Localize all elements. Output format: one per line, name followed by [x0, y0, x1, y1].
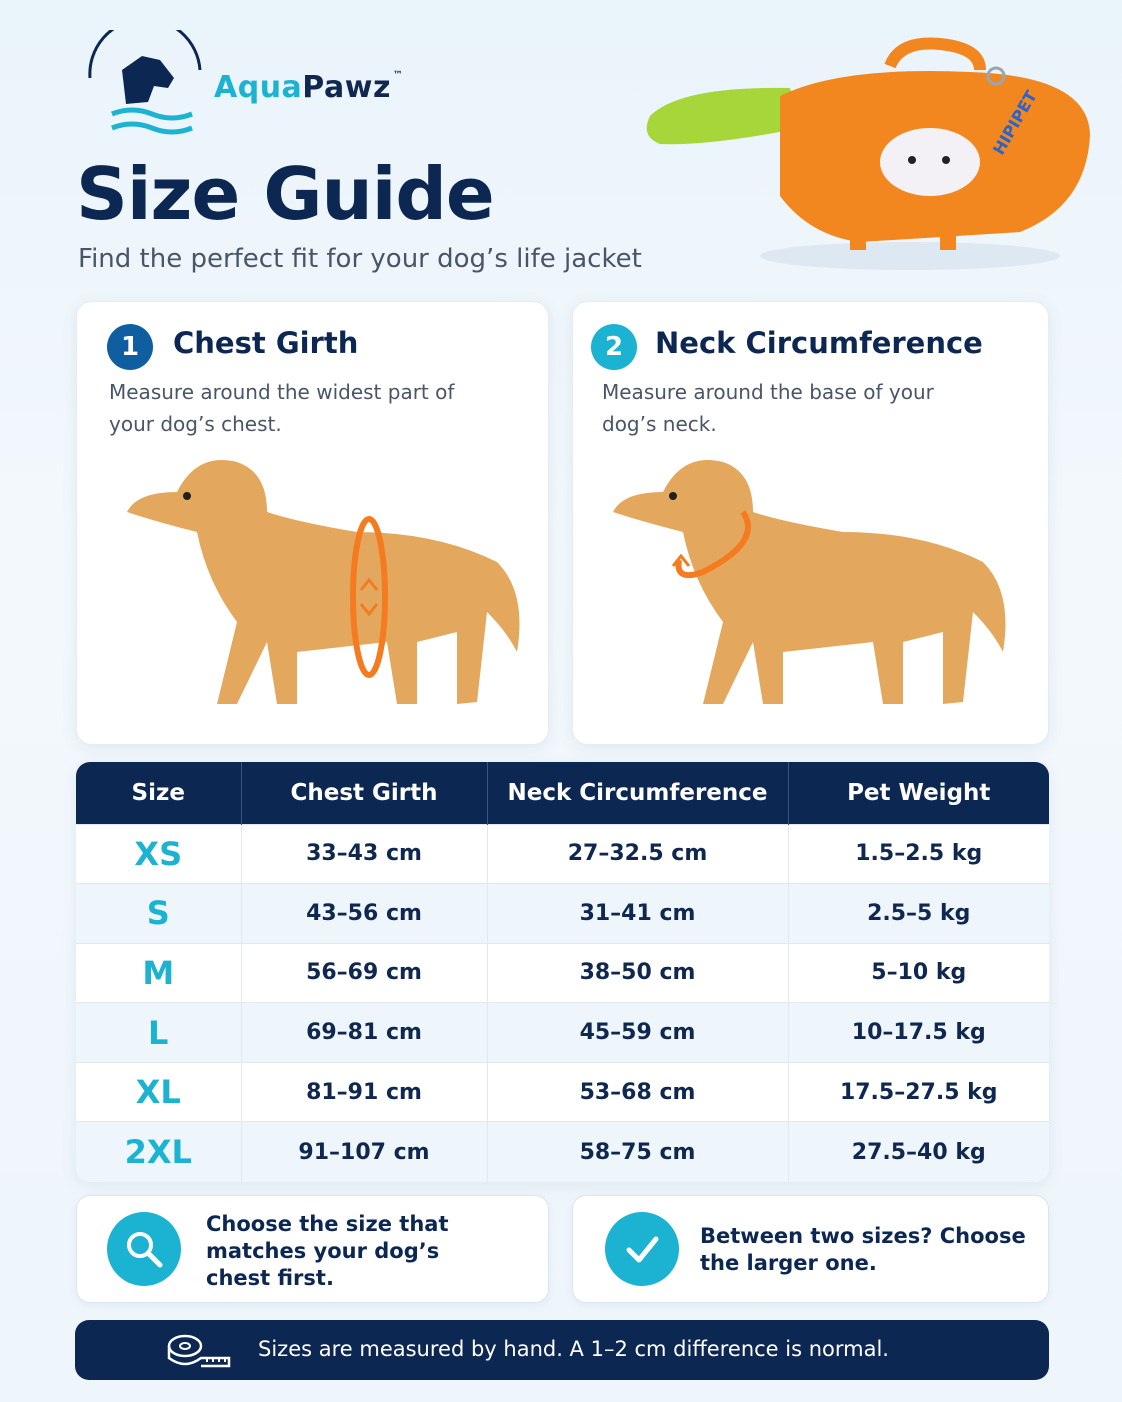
table-row	[76, 884, 1049, 944]
chest-cell: 69–81 cm	[241, 1003, 487, 1063]
weight-cell: 10–17.5 kg	[788, 1003, 1049, 1063]
column-header-pet-weight: Pet Weight	[788, 762, 1049, 824]
chest-cell: 43–56 cm	[241, 884, 487, 944]
column-header-chest-girth: Chest Girth	[241, 762, 487, 824]
chest-cell: 56–69 cm	[241, 943, 487, 1003]
table-row	[76, 1122, 1049, 1182]
column-header-neck-circumference: Neck Circumference	[487, 762, 788, 824]
weight-cell: 17.5–27.5 kg	[788, 1062, 1049, 1122]
card-description: Measure around the widest part of your dog’s chest.	[109, 380, 455, 436]
card-title: Chest Girth	[173, 326, 359, 360]
tip-text: Between two sizes? Choose the larger one.	[700, 1224, 1026, 1275]
neck-cell: 38–50 cm	[487, 943, 788, 1003]
chest-cell: 33–43 cm	[241, 824, 487, 884]
tip-text: Choose the size that matches your dog’s chest first.	[206, 1212, 449, 1290]
chest-cell: 81–91 cm	[241, 1062, 487, 1122]
neck-cell: 31–41 cm	[487, 884, 788, 944]
chest-cell: 91–107 cm	[241, 1122, 487, 1182]
weight-cell: 5–10 kg	[788, 943, 1049, 1003]
table-row	[76, 943, 1049, 1003]
footer-note-bar	[75, 1320, 1049, 1380]
weight-cell: 1.5–2.5 kg	[788, 824, 1049, 884]
size-cell: M	[76, 943, 241, 1003]
weight-cell: 27.5–40 kg	[788, 1122, 1049, 1182]
svg-text:HIPIPET: HIPIPET	[989, 87, 1041, 158]
step-number-badge: 2	[591, 324, 637, 370]
page-title: Size Guide	[76, 152, 494, 236]
neck-circumference-card	[572, 301, 1049, 745]
size-cell: L	[76, 1003, 241, 1063]
weight-cell: 2.5–5 kg	[788, 884, 1049, 944]
brand-logo	[82, 30, 462, 140]
card-title: Neck Circumference	[655, 326, 983, 360]
page-subtitle: Find the perfect fit for your dog’s life jacket	[78, 244, 642, 274]
size-cell: XL	[76, 1062, 241, 1122]
magnifier-icon	[107, 1212, 181, 1286]
table-row	[76, 1003, 1049, 1063]
size-cell: 2XL	[76, 1122, 241, 1182]
tip-card-larger-size	[572, 1195, 1049, 1303]
table-row	[76, 1062, 1049, 1122]
dog-chest-measure-image	[117, 442, 537, 732]
brand-name: AquaPawz ™	[214, 70, 404, 105]
size-table	[76, 762, 1049, 1182]
tip-card-chest-first	[76, 1195, 549, 1303]
table-header-row	[76, 762, 1049, 824]
step-number-badge: 1	[107, 324, 153, 370]
neck-cell: 27–32.5 cm	[487, 824, 788, 884]
column-header-size: Size	[76, 762, 241, 824]
chest-girth-card	[76, 301, 549, 745]
dog-neck-measure-image	[603, 442, 1033, 732]
size-cell: S	[76, 884, 241, 944]
footer-text: Sizes are measured by hand. A 1–2 cm difference is normal.	[258, 1337, 889, 1361]
neck-cell: 53–68 cm	[487, 1062, 788, 1122]
card-description: Measure around the base of your dog’s neck.	[602, 380, 934, 436]
dog-wave-logo-icon	[82, 30, 212, 140]
neck-cell: 45–59 cm	[487, 1003, 788, 1063]
table-row	[76, 824, 1049, 884]
size-cell: XS	[76, 824, 241, 884]
neck-cell: 58–75 cm	[487, 1122, 788, 1182]
tape-measure-icon	[165, 1330, 231, 1370]
checkmark-icon	[605, 1212, 679, 1286]
life-jacket-image	[640, 36, 1100, 276]
